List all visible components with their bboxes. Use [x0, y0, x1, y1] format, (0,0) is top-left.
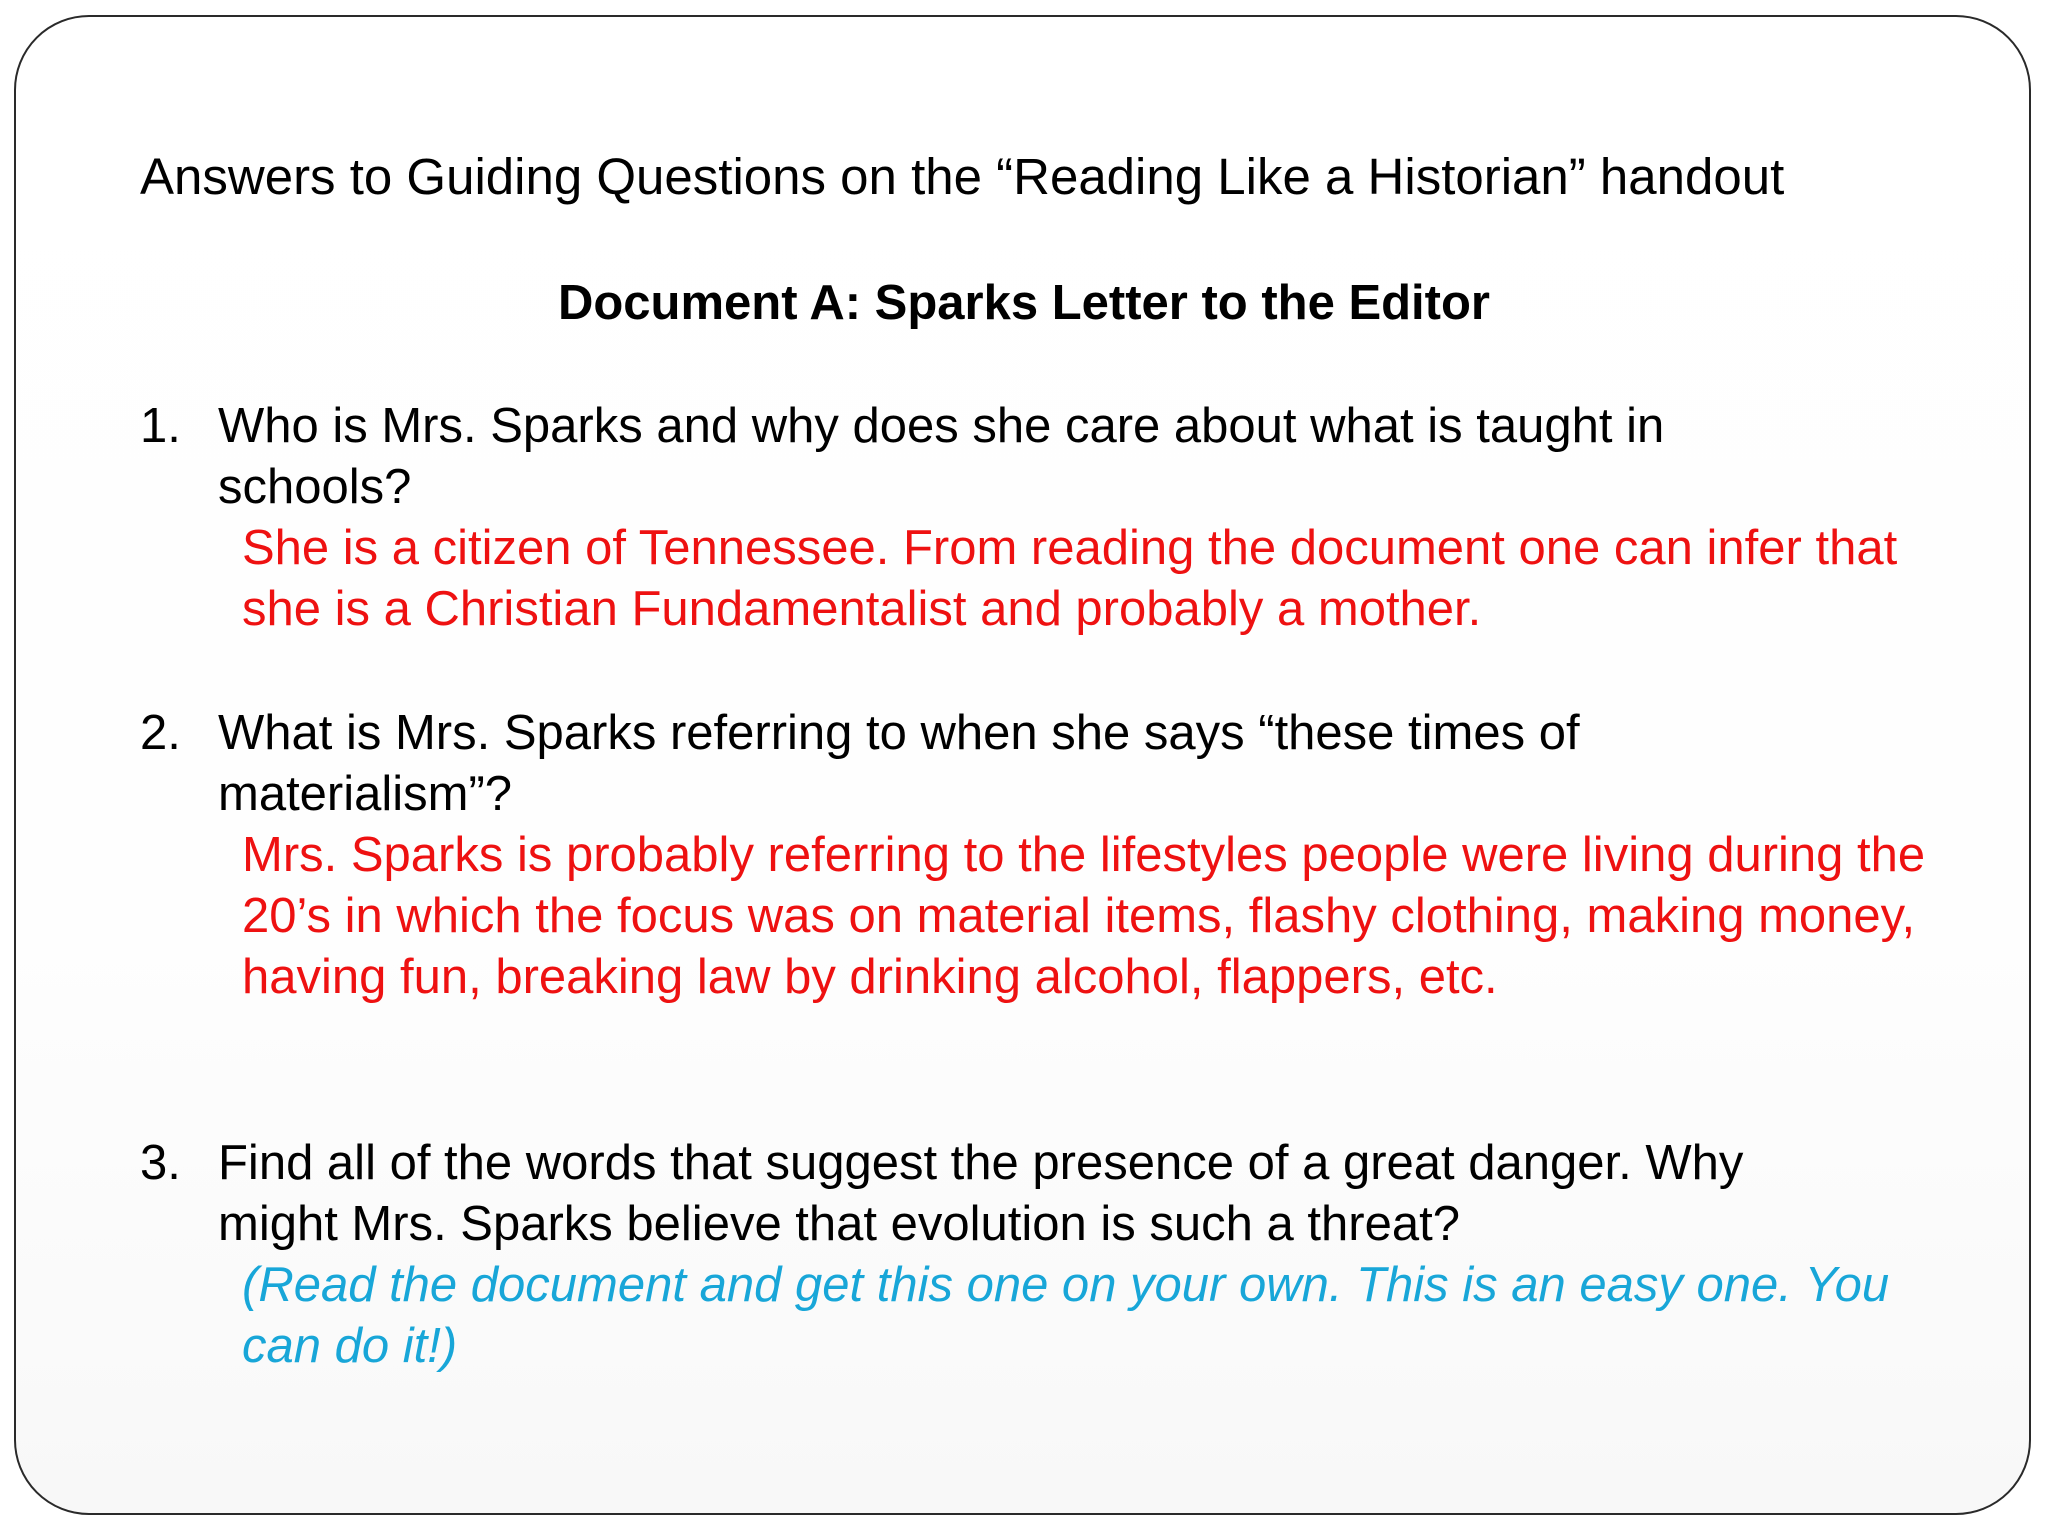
question-line-1: What is Mrs. Sparks referring to when she says “these times of: [218, 706, 1580, 760]
question-number: 2.: [140, 706, 181, 760]
question-text: [140, 396, 1940, 518]
question-3: [140, 1133, 1940, 1377]
question-line-2: might Mrs. Sparks believe that evolution is such a threat?: [218, 1197, 1460, 1251]
answer-text: She is a citizen of Tennessee. From reading the document one can infer that she is a Christian Fundamentalist and probably a mother.: [242, 521, 1898, 636]
question-text: [140, 703, 1940, 825]
question-number: 3.: [140, 1136, 181, 1190]
question-line-1: Find all of the words that suggest the presence of a great danger. Why: [218, 1136, 1744, 1190]
question-1: [140, 396, 1940, 640]
hint-text: (Read the document and get this one on your own. This is an easy one. You can do it!): [242, 1258, 1890, 1373]
document-title: Document A: Sparks Letter to the Editor: [557, 276, 1490, 330]
answer-text: Mrs. Sparks is probably referring to the lifestyles people were living during the 20’s in which the focus was on material items, flashy clothing, making money, having fun, breaking law by drinking alcohol, flappers, etc.: [242, 828, 1926, 1004]
question-number: 1.: [140, 399, 181, 453]
question-line-2: materialism”?: [218, 767, 513, 821]
question-text: [140, 1133, 1940, 1255]
intro-heading: Answers to Guiding Questions on the “Reading Like a Historian” handout: [140, 148, 1785, 205]
question-line-2: schools?: [218, 460, 412, 514]
question-line-1: Who is Mrs. Sparks and why does she care about what is taught in: [218, 399, 1665, 453]
question-2: [140, 703, 1940, 1008]
